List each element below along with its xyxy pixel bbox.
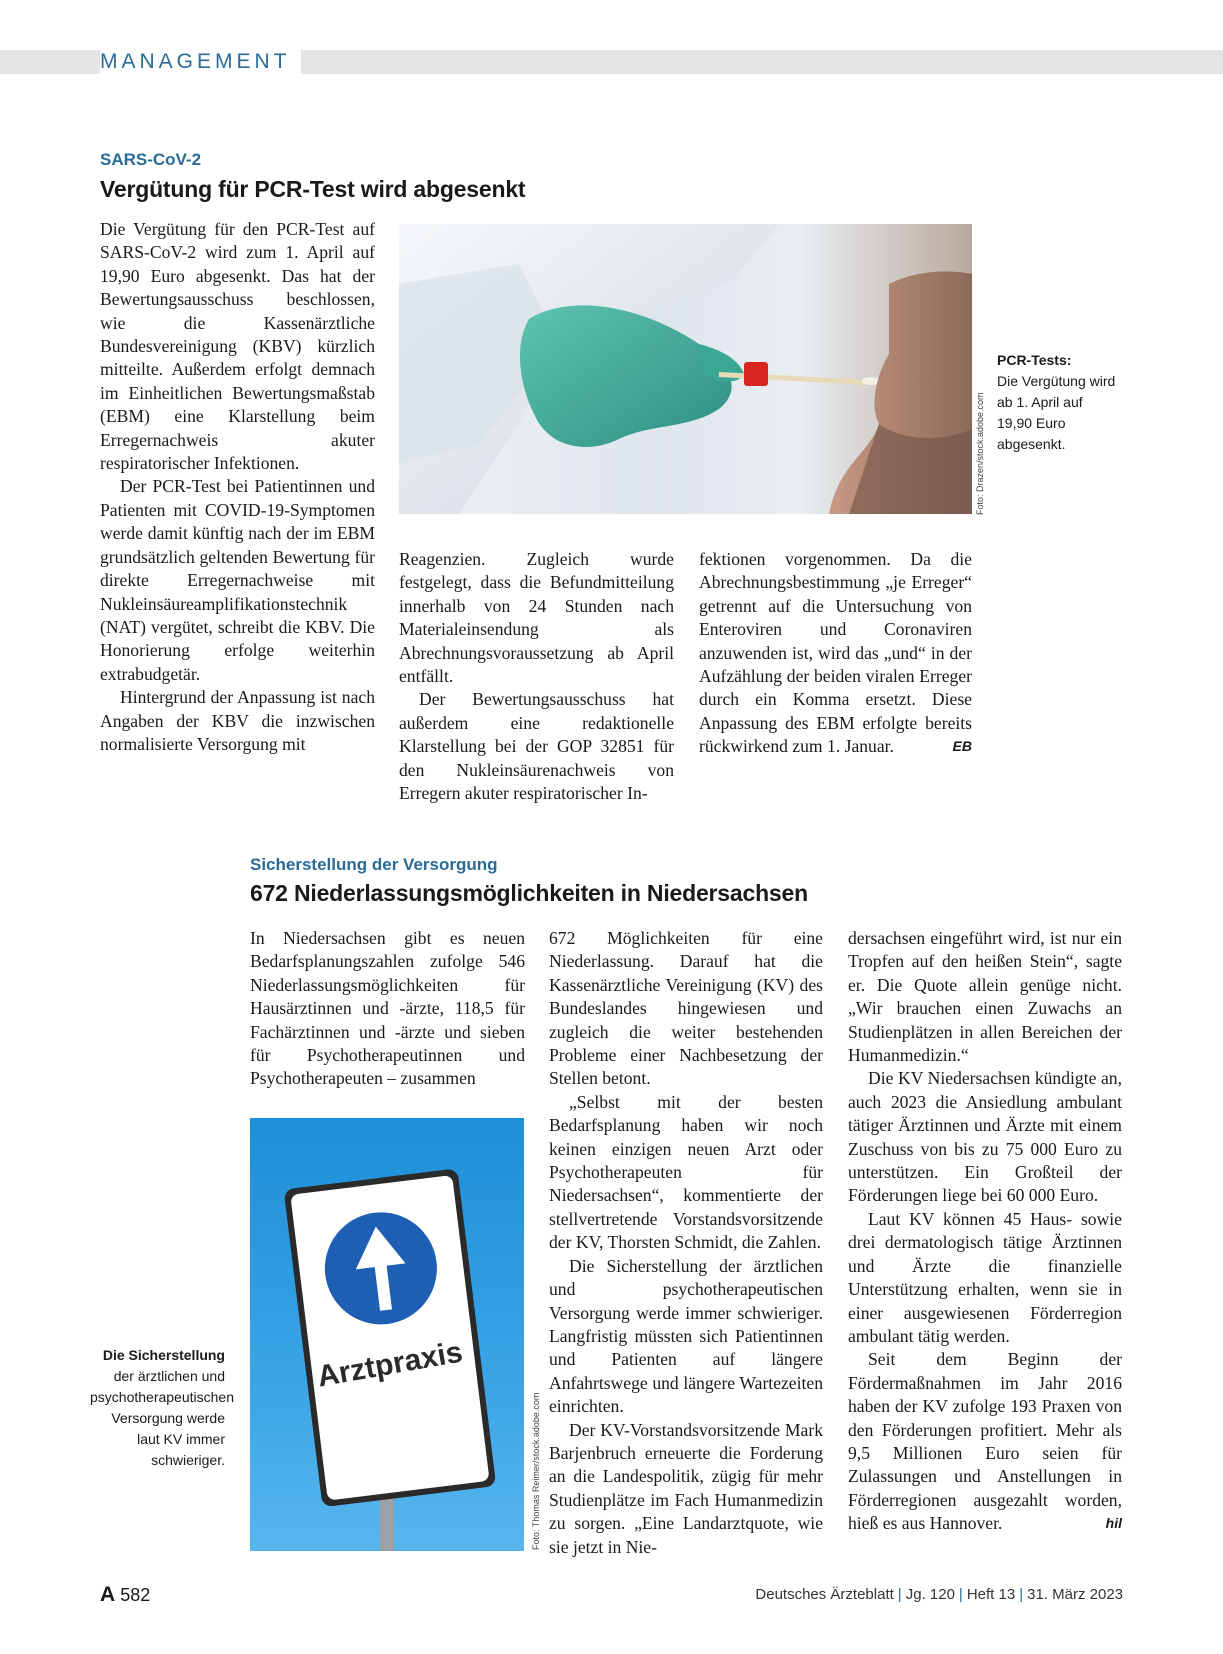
- folio-number: 582: [120, 1585, 151, 1605]
- journal-name: Deutsches Ärzteblatt: [755, 1586, 894, 1603]
- section-label: MANAGEMENT: [100, 50, 301, 74]
- caption-text: der ärztlichen und psychotherapeutischen Versorgung werde laut KV immer schwieriger.: [90, 1368, 234, 1468]
- paragraph: Die Vergütung für den PCR-Test auf SARS-CoV-2 wird zum 1. April auf 19,90 Euro abgesenkt. Das hat der Bewertungsausschuss beschlossen, wie die Kassenärztliche Bundesvereinigung (KBV) kürzlich mitteilte. Außerdem erfolgt demnach im Einheitlichen Bewertungsmaßstab (EBM) eine Klarstellung beim Erregernachweis akuter respiratorischer Infektionen.: [100, 219, 375, 474]
- article1-column-3: [699, 548, 972, 759]
- journal-footer: Deutsches Ärzteblatt | Jg. 120 | Heft 13 | 31. März 2023: [755, 1586, 1123, 1603]
- paragraph: 672 Möglichkeiten für eine Niederlassung. Darauf hat die Kassenärztliche Vereinigung (KV) des Bundeslandes hingewiesen und zugleich die weiter bestehenden Probleme einer Nachbesetzung der Stellen betont.: [549, 928, 823, 1089]
- folio-prefix: A: [100, 1583, 116, 1606]
- article1-signature: EB: [952, 738, 972, 755]
- paragraph: Die Sicherstellung der ärztlichen und psychotherapeutischen Versorgung werde immer schwieriger. Langfristig müssten sich Patientinnen und Patienten auf längere Anfahrtswege und längere Wartezeiten einrichten.: [549, 1255, 823, 1417]
- paragraph: Seit dem Beginn der Fördermaßnahmen im Jahr 2016 haben der KV zufolge 193 Praxen von den Förderungen profitiert. Mehr als 9,5 Millionen Euro seien für Zulassungen und Anstellungen in Förderregionen ausgezahlt worden, hieß es aus Hannover. hil: [848, 1348, 1122, 1535]
- pcr-test-illustration: [399, 224, 972, 514]
- article1-kicker: SARS-CoV-2: [100, 150, 202, 169]
- article2-caption: [90, 1345, 234, 1471]
- caption-title: PCR-Tests:: [997, 352, 1072, 368]
- arztpraxis-sign-photo: [250, 1118, 524, 1551]
- paragraph: „Selbst mit der besten Bedarfsplanung haben wir noch keinen einzigen neuen Arzt oder Psychotherapeuten für Niedersachsen“, kommentierte der stellvertretende Vorstandsvorsitzende der KV, Thorsten Schmidt, die Zahlen.: [549, 1091, 823, 1253]
- article2-column-1: [250, 927, 525, 1091]
- page-number: [100, 1583, 150, 1607]
- paragraph: Der KV-Vorstandsvorsitzende Mark Barjenbruch erneuerte die Forderung an die Landespolitik, zügig für mehr Studienplätze im Fach Humanmedizin zu sorgen. „Eine Landarztquote, wie sie jetzt in Nie-: [549, 1419, 823, 1557]
- caption-title: Die Sicherstellung: [102, 1347, 225, 1363]
- journal-date: 31. März 2023: [1027, 1586, 1123, 1603]
- article2-column-2: [549, 927, 823, 1559]
- article1-caption: [997, 350, 1117, 455]
- paragraph: Hintergrund der Anpassung ist nach Angaben der KBV die inzwischen normalisierte Versorgung mit: [100, 687, 375, 754]
- journal-volume: Jg. 120: [905, 1586, 955, 1603]
- article1-column-2: [399, 548, 674, 805]
- paragraph: Der Bewertungsausschuss hat außerdem eine redaktionelle Klarstellung bei der GOP 32851 für den Nukleinsäurenachweis von Erregern akuter respiratorischer In-: [399, 689, 674, 804]
- paragraph: In Niedersachsen gibt es neuen Bedarfsplanungszahlen zufolge 546 Niederlassungsmöglichkeiten für Hausärztinnen und -ärzte, 118,5 für Fachärztinnen und -ärzte und sieben für Psychotherapeutinnen und Psychotherapeuten – zusammen: [250, 928, 525, 1089]
- arztpraxis-sign-illustration: [250, 1118, 524, 1551]
- article2-column-3: [848, 927, 1122, 1536]
- paragraph: fektionen vorgenommen. Da die Abrechnungsbestimmung „je Erreger“ getrennt auf die Untersuchung von Enteroviren und Coronaviren anzuwenden ist, wird das „und“ in der Aufzählung der beiden viralen Erreger durch ein Komma ersetzt. Diese Anpassung des EBM erfolgte bereits rückwirkend zum 1. Januar. EB: [699, 548, 972, 759]
- paragraph: dersachsen eingeführt wird, ist nur ein Tropfen auf den heißen Stein“, sagte er. Die Quote allein genüge nicht. „Wir brauchen einen Zuwachs an Studienplätzen in allen Bereichen der Humanmedizin.“: [848, 928, 1122, 1066]
- sign-label: Arztpraxis: [314, 1335, 466, 1394]
- paragraph: Laut KV können 45 Haus- sowie drei dermatologisch tätige Ärztinnen und Ärzte die finanzielle Unterstützung erhalten, wenn sie in einer ausgewiesenen Förderregion ambulant tätig werden.: [848, 1208, 1122, 1346]
- article2-photo-credit: Foto: Thomas Reimer/stock.adobe.com: [531, 1392, 541, 1550]
- article1-photo-credit: Foto: Drazen/stock.adobe.com: [975, 392, 985, 515]
- article2-signature: hil: [1105, 1515, 1122, 1532]
- article2-kicker: Sicherstellung der Versorgung: [250, 855, 498, 874]
- article1-headline: Vergütung für PCR-Test wird abgesenkt: [100, 176, 526, 202]
- pcr-test-photo: [399, 224, 972, 514]
- article1-column-1: [100, 218, 375, 756]
- journal-issue: Heft 13: [966, 1586, 1016, 1603]
- paragraph: Der PCR-Test bei Patientinnen und Patienten mit COVID-19-Symptomen werde damit künftig nach der im EBM grundsätzlich geltenden Bewertung für direkte Erregernachweise mit Nukleinsäureamplifikationstechnik (NAT) vergütet, schreibt die KBV. Die Honorierung erfolge weiterhin extrabudgetär.: [100, 476, 375, 684]
- paragraph: Reagenzien. Zugleich wurde festgelegt, dass die Befundmitteilung innerhalb von 24 Stunden nach Materialeinsendung als Abrechnungsvoraussetzung ab April entfällt.: [399, 549, 674, 687]
- article2-headline: 672 Niederlassungsmöglichkeiten in Niedersachsen: [250, 880, 808, 906]
- paragraph: Die KV Niedersachsen kündigte an, auch 2023 die Ansiedlung ambulant tätiger Ärztinnen und Ärzte mit einem Zuschuss von bis zu 75 000 Euro zu unterstützen. Ein Großteil der Förderungen liege bei 60 000 Euro.: [848, 1068, 1122, 1206]
- caption-text: Die Vergütung wird ab 1. April auf 19,90 Euro abgesenkt.: [997, 373, 1116, 452]
